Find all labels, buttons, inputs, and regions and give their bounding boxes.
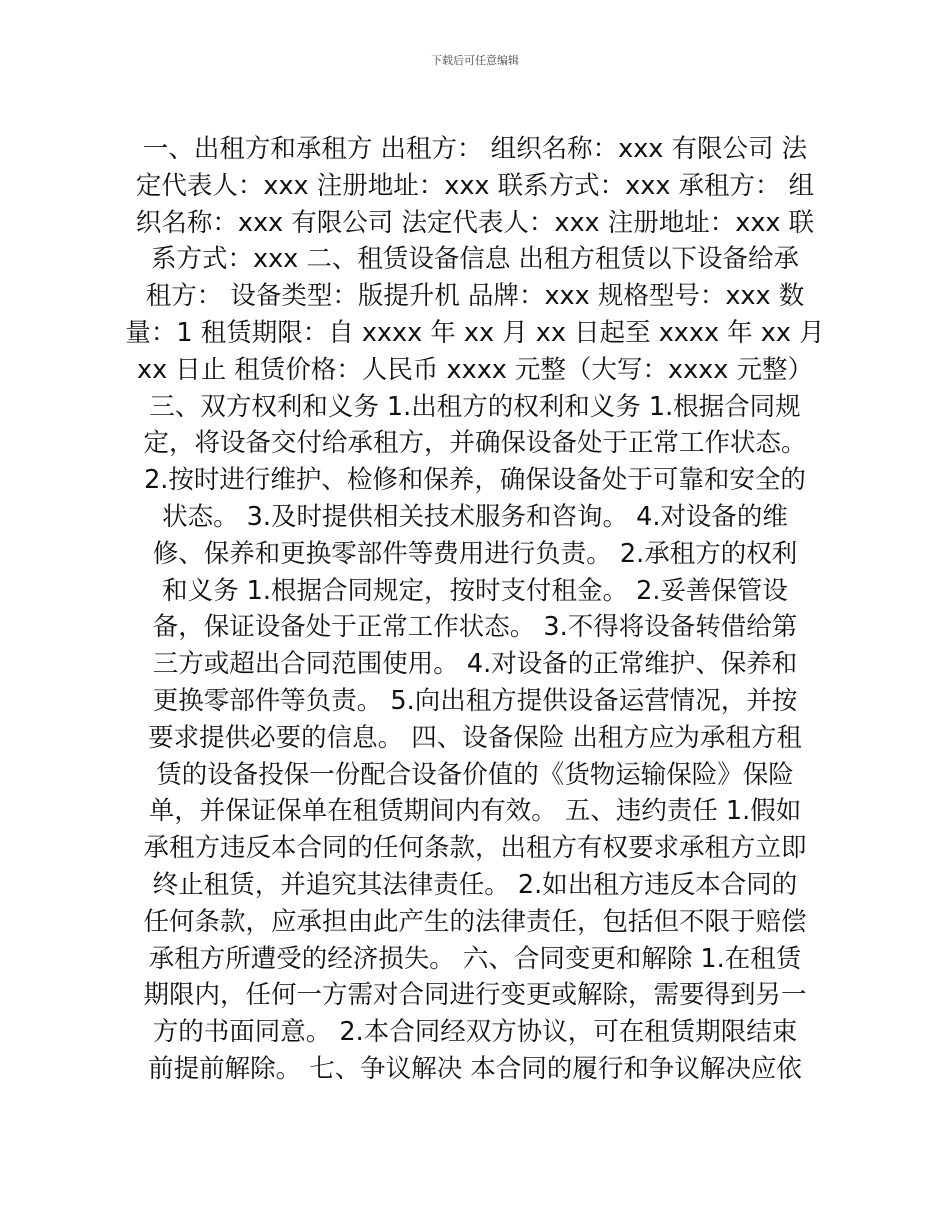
body-line: 备，保证设备处于正常工作状态。 3.不得将设备转借给第 [152, 612, 798, 643]
body-line: xx 日止 租赁价格：人民币 xxxx 元整（大写：xxxx 元整） [137, 354, 813, 385]
contract-body [111, 131, 839, 1088]
body-line: 租方： 设备类型：版提升机 品牌：xxx 规格型号：xxx 数 [145, 281, 805, 312]
body-line: 一、出租方和承租方 出租方： 组织名称：xxx 有限公司 法 [142, 134, 808, 164]
body-line: 定，将设备交付给承租方，并确保设备处于正常工作状态。 [143, 428, 807, 459]
body-line: 任何条款，应承担由此产生的法律责任，包括但不限于赔偿 [143, 906, 807, 937]
body-line: 单，并保证保单在租赁期间内有效。 五、违约责任 1.假如 [148, 796, 802, 827]
body-line: 方的书面同意。 2.本合同经双方协议，可在租赁期限结束 [152, 1017, 798, 1048]
body-line: 2.按时进行维护、检修和保养，确保设备处于可靠和安全的 [144, 465, 806, 496]
body-line: 赁的设备投保一份配合设备价值的《货物运输保险》保险 [156, 759, 794, 790]
body-line: 期限内，任何一方需对合同进行变更或解除，需要得到另一 [143, 980, 807, 1011]
body-line: 定代表人：xxx 注册地址：xxx 联系方式：xxx 承租方： 组 [135, 170, 815, 201]
body-line: 三方或超出合同范围使用。 4.对设备的正常维护、保养和 [152, 649, 798, 680]
body-line: 量：1 租赁期限：自 xxxx 年 xx 月 xx 日起至 xxxx 年 xx 月 [125, 317, 825, 348]
page-header: 下载后可任意编辑 [431, 54, 519, 67]
body-line: 终止租赁，并追究其法律责任。 2.如出租方违反本合同的 [152, 869, 798, 900]
body-line: 承租方所遭受的经济损失。 六、合同变更和解除 1.在租赁 [148, 943, 802, 974]
body-line: 修、保养和更换零部件等费用进行负责。 2.承租方的权利 [152, 538, 798, 569]
body-line: 要求提供必要的信息。 四、设备保险 出租方应为承租方租 [148, 722, 802, 753]
body-line: 前提前解除。 七、争议解决 本合同的履行和争议解决应依 [148, 1053, 802, 1084]
body-line: 系方式：xxx 二、租赁设备信息 出租方租赁以下设备给承 [151, 244, 799, 275]
body-line: 三、双方权利和义务 1.出租方的权利和义务 1.根据合同规 [149, 391, 801, 422]
body-line: 状态。 3.及时提供相关技术服务和咨询。 4.对设备的维 [162, 501, 788, 532]
body-line: 织名称：xxx 有限公司 法定代表人：xxx 注册地址：xxx 联 [135, 207, 815, 238]
body-line: 更换零部件等负责。 5.向出租方提供设备运营情况，并按 [152, 685, 798, 716]
body-line: 和义务 1.根据合同规定，按时支付租金。 2.妥善保管设 [162, 575, 788, 606]
body-line: 承租方违反本合同的任何条款，出租方有权要求承租方立即 [143, 833, 807, 864]
